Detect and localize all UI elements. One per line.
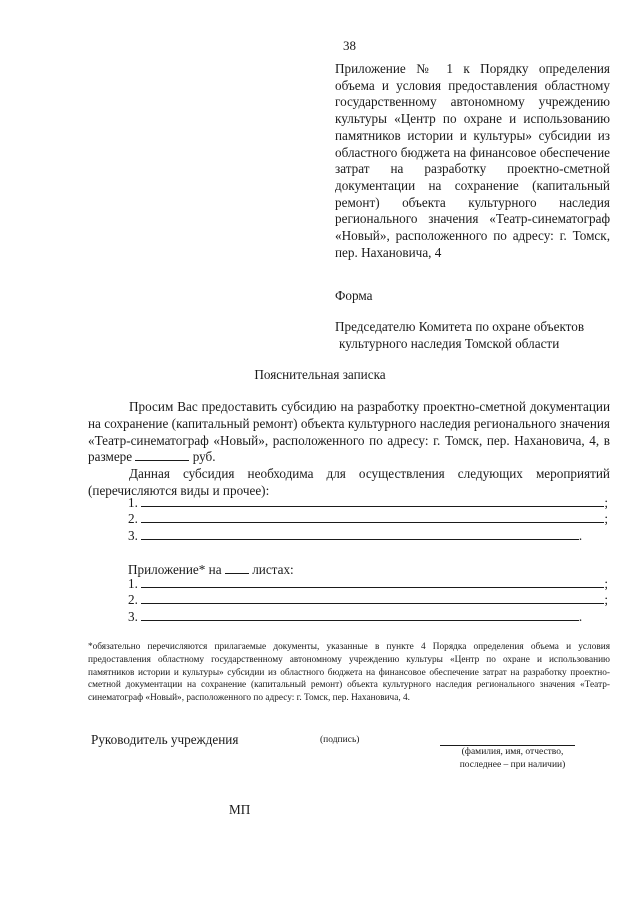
item-number: 1. [128, 495, 138, 510]
item-number: 3. [128, 527, 138, 543]
head-of-institution-label: Руководитель учреждения [91, 732, 239, 747]
appendix-list [128, 576, 608, 625]
addressee-line-2: культурного наследия Томской области [339, 335, 560, 351]
activity-field-3[interactable] [141, 529, 579, 540]
full-name-hint-line-1: (фамилия, имя, отчество, [461, 747, 564, 757]
request-body [88, 399, 610, 500]
item-end: ; [604, 592, 608, 608]
annex-reference: Приложение № 1 к Порядку определения объема и условия предоставления областному государственному автономному учреждению культуры «Центр по охране и использованию памятников истории и культуры» субсидии из областного бюджета на финансовое обеспечение затрат на разработку проектно-сметной документации на сохранение (капитальный ремонт) объекта культурного наследия регионального значения «Театр-синематограф «Новый», расположенного по адресу: г. Томск, пер. Нахановича, 4 [335, 61, 610, 260]
full-name-hint [440, 746, 585, 772]
form-label: Форма [335, 288, 373, 303]
appendix-label-after: листах: [252, 562, 294, 577]
activity-field-1[interactable] [141, 496, 604, 507]
request-text: Просим Вас предоставить субсидию на разработку проектно-сметной документации на сохранение (капитальный ремонт) объекта культурного наследия регионального значения «Театр-синематограф «Новый», расположенного по адресу: г. Томск, пер. Нахановича, 4, в размере [88, 399, 610, 465]
activities-list [128, 495, 608, 544]
list-item [128, 592, 608, 608]
addressee-block [335, 319, 625, 352]
list-item [128, 511, 608, 527]
full-name-hint-line-2: последнее – при наличии) [459, 760, 566, 770]
appendix-label-before: Приложение* на [128, 562, 222, 577]
amount-unit: руб. [192, 449, 216, 465]
appendix-field-2[interactable] [141, 593, 604, 604]
item-end: ; [604, 511, 608, 527]
appendix-field-1[interactable] [141, 577, 604, 588]
sheets-count-field[interactable] [225, 562, 249, 574]
item-number: 1. [128, 576, 138, 591]
item-end: ; [604, 576, 608, 591]
addressee-line-1: Председателю Комитета по охране объектов [335, 319, 585, 334]
item-number: 3. [128, 608, 138, 624]
item-number: 2. [128, 511, 138, 527]
footnote-text: *обязательно перечисляются прилагаемые документы, указанные в пункте 4 Порядка определения объема и условия предоставления областному государственному автономному учреждению культуры «Центр по охране и использованию памятников истории и культуры» субсидии из областного бюджета на финансовое обеспечение затрат на разработку проектно-сметной документации на сохранение (капитальный ремонт) объекта культурного наследия регионального значения «Театр-синематограф «Новый», расположенного по адресу: г. Томск, пер. Нахановича, 4. [88, 642, 610, 704]
signature-hint: (подпись) [320, 735, 360, 745]
list-item [128, 528, 608, 544]
amount-field[interactable] [135, 449, 189, 461]
appendix-field-3[interactable] [141, 610, 579, 621]
request-paragraph [88, 399, 610, 466]
item-end: . [578, 527, 583, 543]
item-end: . [578, 608, 583, 624]
list-item [128, 495, 608, 511]
activity-field-2[interactable] [141, 512, 604, 523]
stamp-place-label: МП [229, 802, 251, 817]
item-number: 2. [128, 592, 138, 608]
list-item [128, 576, 608, 592]
page-number: 38 [343, 38, 356, 53]
purpose-paragraph: Данная субсидия необходима для осуществления следующих мероприятий (перечисляются виды и прочее): [88, 466, 610, 498]
list-item [128, 609, 608, 625]
document-title: Пояснительная записка [254, 367, 386, 382]
footnote [88, 641, 610, 705]
item-end: ; [604, 495, 608, 510]
